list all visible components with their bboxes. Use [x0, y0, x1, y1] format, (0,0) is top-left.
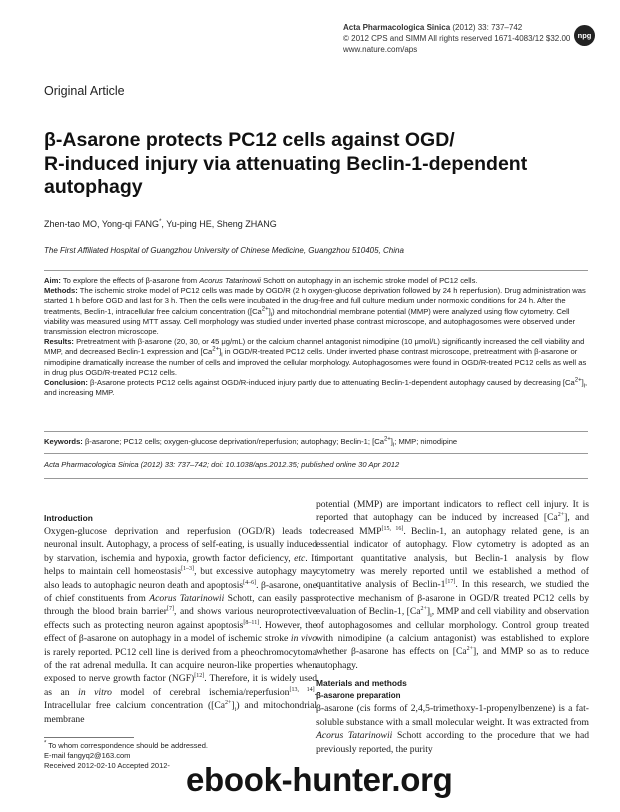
ref-1-3[interactable]: [1–3]: [181, 566, 195, 573]
prep-text: β-asarone (cis forms of 2,4,5-trimethoxy-1-propenylbenzene) is a fat-soluble substance with a small molecular weight. It was extracted from: [316, 703, 589, 728]
email-line[interactable]: E-mail fangyq2@163.com: [44, 751, 131, 760]
intro-text: , but excessive autophagy may also leads to autophagic neuron death and apoptosis: [44, 566, 317, 591]
intro-paragraph: [44, 525, 317, 726]
aim-label: Aim:: [44, 276, 61, 285]
citation-line: Acta Pharmacologica Sinica (2012) 33: 737–742; doi: 10.1038/aps.2012.35; published online 30 Apr 2012: [44, 460, 400, 469]
authors-part-1: Zhen-tao MO, Yong-qi FANG: [44, 219, 160, 229]
intro-text: ]: [231, 700, 235, 712]
intro-heading: Introduction: [44, 513, 93, 523]
aim-text-2: Schott on autophagy in an ischemic stroke model of PC12 cells.: [260, 276, 478, 285]
journal-line: [343, 22, 570, 33]
journal-name: Acta Pharmacologica Sinica: [343, 23, 451, 32]
keywords-text: β-asarone; PC12 cells; oxygen-glucose deprivation/reperfusion; autophagy; Beclin-1; [Ca: [82, 437, 384, 446]
sub-i: i: [270, 312, 273, 319]
sub-i: i: [430, 613, 432, 620]
keywords-bracket: ]: [390, 437, 393, 446]
ref-15-16[interactable]: [15, 16]: [381, 525, 404, 532]
sup-ca: 2+: [261, 306, 269, 313]
aim-species: Acorus Tatarinowii: [199, 276, 261, 285]
copyright-line: © 2012 CPS and SIMM All rights reserved 1671-4083/12 $32.00: [343, 34, 571, 43]
right-text: ], and decreased MMP: [316, 512, 589, 537]
prep-text: Schott according to the: [392, 730, 493, 742]
ref-4-6[interactable]: [4–6]: [243, 579, 257, 586]
conclusion-label: Conclusion:: [44, 378, 88, 388]
correspondence-line: [44, 741, 314, 751]
prep-paragraph: [316, 702, 589, 756]
methods-bracket: ]: [268, 306, 271, 316]
aim-text: To explore the effects of β-asarone from: [60, 276, 200, 285]
ref-17[interactable]: [17]: [445, 579, 456, 586]
sup-ca: 2+: [225, 700, 232, 707]
sup-ca: 2+: [466, 646, 474, 653]
abstract: [44, 276, 590, 398]
sub-i: i: [221, 352, 223, 359]
right-text: . Beclin-1, an autophagy related gene, is an essential indicator of autophagy. Flow cytometry is adopted as an important quantitative analysis, but Beclin-1 analysis by flow cytometry was merely reported until we established a method of quantitative analysis of Beclin-1: [316, 525, 590, 591]
dates-line: Received 2012-02-10 Accepted 2012-: [44, 761, 170, 770]
sup-ca: 2+: [212, 346, 220, 353]
sup-ca: 2+: [420, 606, 427, 613]
intro-text: . Intracellular free calcium concentration ([Ca: [44, 686, 318, 712]
abstract-methods: [44, 286, 590, 337]
author-list: [44, 219, 277, 229]
intro-text: Oxygen-glucose deprivation and reperfusion (OGD/R) leads to neuronal insult. Autophagy, a process of self-eating, is usually induced by starvation, ischemia and hypoxia, growth factor deficiency,: [44, 526, 317, 564]
journal-header: [343, 22, 570, 55]
right-text: potential (MMP) are important indicators to reflect cell injury. It is reported that autophagy can be induced by increased [Ca: [316, 499, 589, 524]
intro-text: . β-asarone, one of chief constituents from: [44, 579, 317, 605]
results-label: Results:: [44, 337, 74, 347]
footnote-rule: [44, 737, 134, 738]
watermark: ebook-hunter.org: [186, 761, 453, 798]
sup-ca: 2+: [383, 436, 391, 443]
keywords: [44, 436, 590, 449]
methods-text: The ischemic stroke model of PC12 cells was made by OGD/R (2 h oxygen-glucose deprivation followed by 24 h reperfusion). Drug administration was started 1 h before OGD and last for 3 h. Then the cells were incubated in the drug-free and full culture medium under normoxic conditions for 24 h. After the treatments, Beclin-1, intracellular free calcium concentration ([Ca: [44, 286, 586, 316]
article-title: [44, 129, 584, 200]
keywords-top-rule: [44, 431, 588, 432]
methods-text-2: ) and mitochondrial membrane potential (MMP) were analyzed using flow cytometry. Cell viability was measured using MTT assay. Cell morphology was studied under inverted phase contrast microscope, and autophagosomes were observed under transmission electron microscope.: [44, 306, 576, 337]
ref-12[interactable]: [12]: [194, 673, 205, 680]
intro-etc: etc: [294, 552, 306, 564]
abstract-conclusion: [44, 378, 590, 398]
results-text-2: in OGD/R-treated PC12 cells. Under inverted phase contrast microscope, pretreatment with β-asarone or nimodipine dramatically increase the number of cells and improved the cellular morphology. Autophagosomes were found in OGD/R-treated PC12 cells as well as in drug plus OGD/R-treated PC12 cells.: [44, 347, 587, 377]
results-text: Pretreatment with β-asarone (20, 30, or 45 μg/mL) or the calcium channel antagonist nimodipine (10 μmol/L) significantly increased the cell viability and MMP, and decreased Beclin-1 expression and [Ca: [44, 337, 585, 357]
authors-part-2: , Yu-ping HE, Sheng ZHANG: [161, 219, 277, 229]
intro-text: , and shows various neuroprotective effects such as protecting neuron against apoptosis: [44, 606, 317, 631]
keywords-label: Keywords:: [44, 437, 83, 446]
body-left-column: [44, 512, 317, 726]
ref-7[interactable]: [7]: [167, 606, 174, 613]
sup-ca: 2+: [574, 377, 582, 384]
title-line-1: β-Asarone protects PC12 cells against OGD/: [44, 129, 455, 151]
abstract-top-rule: [44, 270, 588, 271]
conclusion-bracket: ]: [581, 378, 584, 388]
prep-text: procedure that we had previously reported, the purity: [316, 730, 589, 755]
correspondence-text: To whom correspondence should be addressed.: [46, 741, 208, 750]
right-text: , MMP and cell viability and observation of autophagosomes and cellular morphology. Control group treated with nimodipine (a calcium antagonist) was established to explore whether β-asarone has effects on [Ca: [316, 606, 589, 658]
methods-label: Methods:: [44, 286, 78, 296]
title-line-3: autophagy: [44, 176, 143, 198]
intro-text: . However, the effect of β-asarone on autophagy in a model of ischemic stroke: [44, 619, 317, 645]
title-line-2: R-induced injury via attenuating Beclin-1-dependent: [44, 152, 528, 175]
sub-i: i: [392, 442, 395, 449]
right-text: ]: [426, 606, 431, 618]
abstract-results: [44, 337, 590, 378]
methods-heading: Materials and methods: [316, 678, 407, 689]
intro-in-vitro: in vitro: [78, 686, 112, 698]
body-right-column: [316, 498, 589, 756]
citation-bottom-rule: [44, 478, 588, 479]
right-text: . In this research, we studied the protective mechanism of β-asarone in OGD/R treated PC12 cells by evaluation of Beclin-1, [Ca: [316, 579, 589, 618]
intro-text: . Therefore, it is widely used as an: [44, 673, 317, 698]
prep-species: Acorus Tatarinowii: [316, 730, 393, 742]
intro-species: Acorus Tatarinowii: [149, 593, 225, 605]
article-type-label: Original Article: [44, 84, 125, 98]
intro-continued: [316, 498, 589, 672]
sup-ca: 2+: [557, 512, 565, 519]
intro-text: model of cerebral ischemia/reperfusion: [111, 686, 290, 698]
intro-text: is rarely reported. PC12 cell line is derived from a pheochromocytoma of the rat adrenal medulla. It can acquire neuron-like properties when exposed to nerve growth factor (NGF): [44, 646, 317, 685]
affiliation: The First Affiliated Hospital of Guangzhou University of Chinese Medicine, Guangzhou 510405, China: [44, 246, 404, 255]
keywords-bottom-rule: [44, 453, 588, 454]
journal-details: (2012) 33: 737–742: [450, 23, 523, 32]
footnote-star: *: [44, 740, 47, 747]
intro-text: ) and mitochondrial membrane: [44, 700, 317, 725]
npg-logo: npg: [574, 25, 595, 46]
ref-13-14[interactable]: [13, 14]: [289, 686, 315, 693]
intro-text: Schott, can easily pass through the blood brain barrier: [44, 593, 317, 618]
intro-in-vivo: in vivo: [290, 633, 317, 645]
ref-8-11[interactable]: [8–11]: [243, 619, 260, 626]
prep-heading: β-asarone preparation: [316, 691, 401, 701]
intro-text: . It helps to maintain cell homeostasis: [44, 552, 317, 578]
conclusion-text-2: , and increasing MMP.: [44, 378, 588, 398]
journal-url[interactable]: www.nature.com/aps: [343, 45, 418, 54]
keywords-text-2: ; MMP; nimodipine: [394, 437, 458, 446]
results-bracket: ]: [219, 347, 222, 357]
right-text: ], and MMP so as to reduce autophagy.: [316, 646, 589, 671]
corresponding-star: *: [159, 219, 162, 225]
sub-i: i: [234, 707, 237, 714]
sub-i: i: [583, 383, 586, 390]
abstract-aim: [44, 276, 590, 286]
conclusion-text: β-Asarone protects PC12 cells against OGD/R-induced injury partly due to attenuating Beclin-1-dependent autophagy caused by decreasing [Ca: [87, 378, 575, 388]
